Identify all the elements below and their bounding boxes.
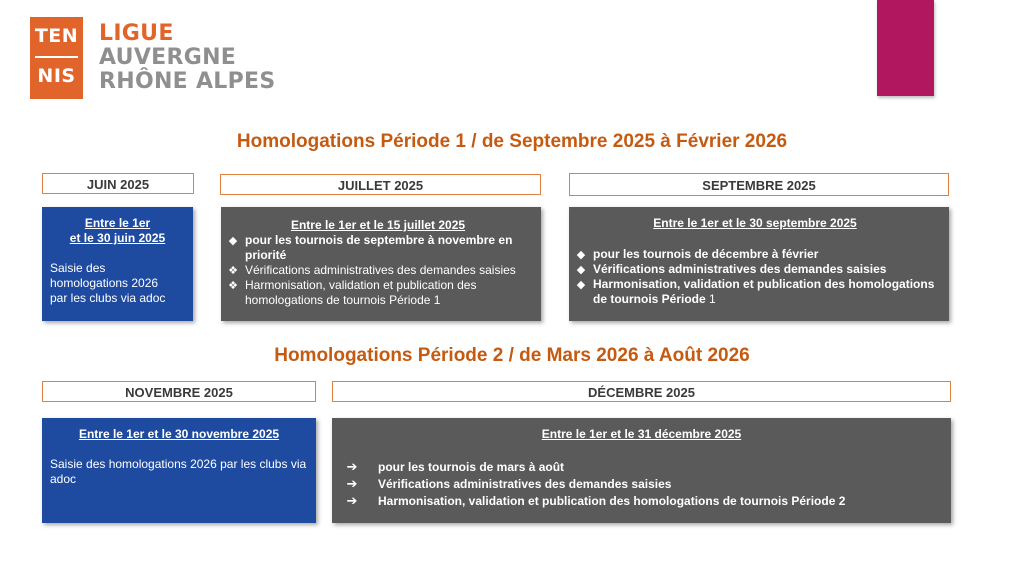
list-item: ❖ Vérifications administratives des demandes saisies — [225, 263, 531, 278]
card-juillet-head: Entre le 1er et le 15 juillet 2025 — [290, 218, 466, 232]
card-juin-head-line1: Entre le 1er — [84, 216, 151, 230]
card-septembre-head: Entre le 1er et le 30 septembre 2025 — [653, 216, 857, 230]
brand-line1: LIGUE — [99, 21, 174, 46]
card-decembre-head: Entre le 1er et le 31 décembre 2025 — [541, 427, 742, 441]
four-diamond-bullet-icon: ❖ — [228, 264, 238, 277]
card-juin-body-line3: par les clubs via adoc — [50, 291, 166, 305]
card-septembre — [569, 207, 949, 321]
four-diamond-bullet-icon: ❖ — [228, 279, 238, 292]
list-item: ◆ pour les tournois de septembre à novembre en priorité — [225, 233, 531, 263]
list-item: ❖ Harmonisation, validation et publication des homologations de tournois Période 1 — [225, 278, 531, 308]
card-novembre-head: Entre le 1er et le 30 novembre 2025 — [78, 427, 280, 441]
brand-name — [99, 22, 276, 94]
brand-line3: RHÔNE ALPES — [99, 69, 276, 94]
diamond-bullet-icon: ◆ — [576, 278, 586, 291]
card-juin — [42, 207, 193, 321]
month-decembre: DÉCEMBRE 2025 — [332, 381, 951, 402]
tennis-logo — [30, 17, 83, 99]
list-item: ➔ Harmonisation, validation et publication des homologations de tournois Période 2 — [344, 493, 939, 510]
list-item: ➔ Vérifications administratives des demandes saisies — [344, 476, 939, 493]
list-item: ◆ pour les tournois de décembre à février — [573, 247, 937, 262]
logo-line2: NIS — [37, 65, 76, 87]
card-novembre — [42, 418, 316, 523]
period2-title: Homologations Période 2 / de Mars 2026 à Août 2026 — [274, 345, 750, 366]
logo-separator — [35, 56, 78, 58]
logo-line1: TEN — [34, 25, 79, 47]
arrow-right-icon: ➔ — [346, 460, 358, 475]
brand-line2: AUVERGNE — [99, 45, 237, 70]
month-novembre: NOVEMBRE 2025 — [42, 381, 316, 402]
card-juillet — [221, 207, 541, 321]
period1-title: Homologations Période 1 / de Septembre 2025 à Février 2026 — [236, 131, 788, 152]
card-juin-body-line1: Saisie des — [50, 261, 106, 275]
diamond-bullet-icon: ◆ — [576, 248, 586, 261]
diamond-bullet-icon: ◆ — [576, 263, 586, 276]
card-decembre — [332, 418, 951, 523]
month-septembre: SEPTEMBRE 2025 — [569, 173, 949, 196]
card-decembre-list — [344, 459, 939, 510]
card-novembre-body: Saisie des homologations 2026 par les clubs via adoc — [50, 457, 307, 486]
list-item: ◆ Vérifications administratives des demandes saisies — [573, 262, 937, 277]
list-item: ◆ Harmonisation, validation et publication des homologations de tournois Période 1 — [573, 277, 937, 307]
card-juillet-list — [225, 233, 531, 308]
month-juillet: JUILLET 2025 — [220, 174, 541, 195]
card-septembre-list — [573, 247, 937, 307]
arrow-right-icon: ➔ — [346, 494, 358, 509]
arrow-right-icon: ➔ — [346, 477, 358, 492]
month-juin: JUIN 2025 — [42, 173, 194, 194]
diamond-bullet-icon: ◆ — [228, 234, 238, 247]
card-juin-head-line2: et le 30 juin 2025 — [69, 231, 166, 245]
list-item: ➔ pour les tournois de mars à août — [344, 459, 939, 476]
card-juin-body-line2: homologations 2026 — [50, 276, 159, 290]
accent-rectangle — [877, 0, 934, 96]
